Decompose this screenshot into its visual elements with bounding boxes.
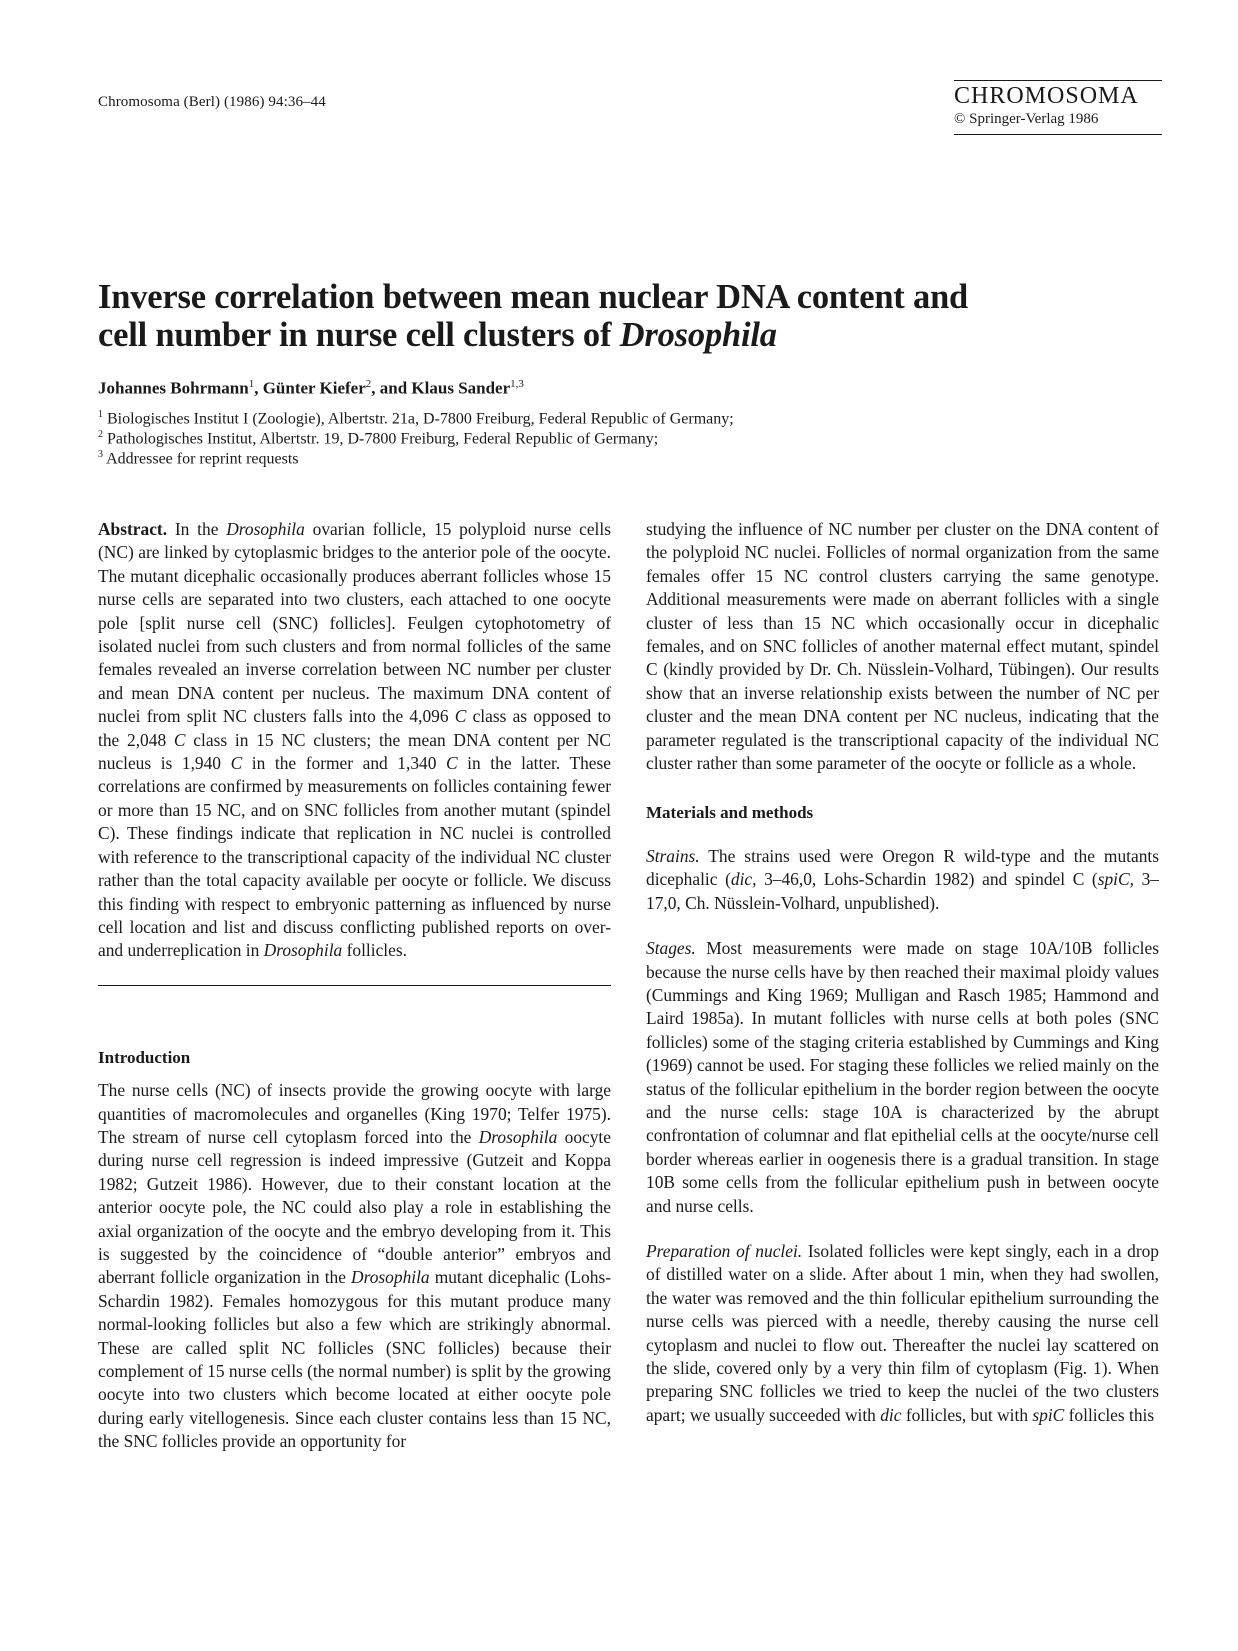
stages-paragraph — [646, 937, 1159, 1218]
preparation-label: Preparation of nuclei. — [646, 1240, 803, 1261]
intro-text-1: The nurse cells (NC) of insects provide the growing oocyte with large quantities of macromolecules and organelles (King 1970; Telfer 1975). The stream of nurse cell cytoplasm forced into the — [98, 1080, 611, 1147]
author-list — [98, 378, 524, 399]
abstract-label: Abstract. — [98, 519, 168, 539]
prep-text-2: follicles, but with — [901, 1404, 1033, 1425]
affiliation-2-num: 2 — [98, 429, 103, 440]
title-line-1: Inverse correlation between mean nuclear DNA content and — [98, 278, 969, 316]
abstract-text-3: class as opposed to the 2,048 — [98, 706, 611, 750]
affiliation-1-num: 1 — [98, 409, 103, 420]
affiliation-2-text: Pathologisches Institut, Albertstr. 19, D-7800 Freiburg, Federal Republic of Germany; — [107, 430, 659, 448]
affiliation-1-text: Biologisches Institut I (Zoologie), Albertstr. 21a, D-7800 Freiburg, Federal Republic of Germany; — [107, 410, 734, 428]
strains-text-1: The strains used were Oregon R wild-type and the mutants dicephalic ( — [646, 845, 1159, 890]
strains-paragraph — [646, 845, 1159, 915]
prep-text-1: Isolated follicles were kept singly, each in a drop of distilled water on a slide. After about 1 min, when they had swollen, the water was removed and the thin follicular epithelium surrounding the nurse cells was pierced with a needle, thereby causing the nurse cell cytoplasm and nuclei to flow out. Thereafter the nuclei lay scattered on the slide, covered only by a very thin film of cytoplasm (Fig. 1). When preparing SNC follicles we tried to keep the nuclei of the two clusters apart; we usually succeeded with — [646, 1240, 1160, 1425]
intro-italic-2: Drosophila — [351, 1267, 430, 1288]
introduction-continued — [646, 518, 1159, 775]
abstract-italic-4: C — [230, 753, 243, 774]
abstract-text-6: in the latter. These correlations are confirmed by measurements on follicles containing fewer or more than 15 NC, and on SNC follicles from another mutant (spindel C). These findings indicate that replication in NC nuclei is controlled with reference to the transcriptional capacity of the individual NC cluster rather than the total capacity available per oocyte or follicle. We discuss this finding with respect to embryonic patterning as influenced by nurse cell location and list and discuss conflicting published reports on over- and underreplication in — [98, 753, 612, 961]
stages-text: Most measurements were made on stage 10A/10B follicles because the nurse cells have by then reached their maximal ploidy values (Cummings and King 1969; Mulligan and Rasch 1985; Hammond and Laird 1985a). In mutant follicles with nurse cells at both poles (SNC follicles) some of the staging criteria established by Cummings and King (1969) cannot be used. For staging these follicles we relied mainly on the status of the follicular epithelium in the border region between the oocyte and the nurse cells: stage 10A is characterized by the abrupt confrontation of columnar and flat epithelial cells at the oocyte/nurse cell border whereas earlier in oogenesis there is a gradual transition. In stage 10B some cells from the follicular epithelium push in between oocyte and nurse cells. — [646, 938, 1159, 1216]
author-3: , and Klaus Sander — [371, 378, 511, 398]
author-1-sup: 1 — [248, 378, 255, 390]
journal-copyright: © Springer-Verlag 1986 — [954, 111, 1099, 127]
abstract-text-4: class in 15 NC clusters; the mean DNA content per NC nucleus is 1,940 — [98, 729, 611, 774]
strains-italic-1: dic, — [730, 869, 757, 890]
abstract-paragraph — [98, 518, 611, 963]
introduction-heading: Introduction — [98, 1047, 191, 1067]
article-title — [98, 278, 1118, 354]
abstract-italic-6: Drosophila — [263, 940, 343, 961]
title-italic: Drosophila — [619, 316, 777, 354]
abstract-text-2: ovarian follicle, 15 polyploid nurse cells (NC) are linked by cytoplasmic bridges to the anterior pole of the oocyte. The mutant dicephalic occasionally produces aberrant follicles whose 15 nurse cells are separated into two clusters, each attached to one oocyte pole [split nurse cell (SNC) follicles]. Feulgen cytophotometry of isolated nuclei from such clusters and from normal follicles of the same females revealed an inverse correlation between NC number per cluster and mean DNA content per nucleus. The maximum DNA content of nuclei from split NC clusters falls into the 4,096 — [98, 519, 611, 727]
intro-italic-1: Drosophila — [478, 1126, 558, 1147]
title-line-2: cell number in nurse cell clusters of — [98, 316, 620, 354]
strains-italic-2: spiC, — [1097, 869, 1134, 890]
author-2: , Günter Kiefer — [254, 378, 366, 398]
abstract-text-1: In the — [167, 519, 227, 539]
abstract-divider — [98, 985, 611, 986]
prep-italic-1: dic — [880, 1404, 902, 1425]
prep-text-3: follicles this — [1064, 1404, 1155, 1425]
intro-text-3: mutant dicephalic (Lohs-Schardin 1982). Females homozygous for this mutant produce many normal-looking follicles but also a few which are strikingly abnormal. These are called split NC follicles (SNC follicles) because their complement of 15 nurse cells (the normal number) is split by the growing oocyte into two clusters which become located at either oocyte pole during early vitellogenesis. Since each cluster contains less than 15 NC, the SNC follicles provide an opportunity for — [98, 1267, 612, 1452]
affiliation-3-text: Addressee for reprint requests — [106, 450, 299, 468]
left-column — [98, 518, 611, 1454]
abstract-italic-5: C — [446, 753, 458, 774]
author-3-sup: 1,3 — [510, 378, 524, 390]
abstract-text-5: in the former and 1,340 — [242, 753, 446, 774]
author-2-sup: 2 — [365, 378, 372, 390]
abstract-text-7: follicles. — [342, 940, 407, 961]
abstract-italic-1: Drosophila — [226, 519, 305, 539]
introduction-paragraph — [98, 1079, 611, 1454]
author-1: Johannes Bohrmann — [98, 378, 249, 398]
citation-line: Chromosoma (Berl) (1986) 94:36–44 — [98, 94, 326, 110]
abstract-italic-3: C — [173, 729, 186, 750]
prep-italic-2: spiC — [1032, 1404, 1065, 1425]
methods-heading: Materials and methods — [646, 803, 814, 823]
right-column — [646, 518, 1159, 1427]
journal-name: CHROMOSOMA — [954, 83, 1139, 109]
strains-text-2: 3–46,0, Lohs-Schardin 1982) and spindel C ( — [756, 869, 1098, 890]
abstract-italic-2: C — [454, 706, 467, 727]
strains-label: Strains. — [646, 845, 700, 866]
strains-text-3: 3–17,0, Ch. Nüsslein-Volhard, unpublished). — [646, 869, 1159, 913]
journal-brand — [954, 80, 1162, 135]
intro-text-2: oocyte during nurse cell regression is indeed impressive (Gutzeit and Koppa 1982; Gutzeit 1986). However, due to their constant location at the anterior oocyte pole, the NC could also play a role in establishing the axial organization of the oocyte and the embryo developing from it. This is suggested by the coincidence of “double anterior” embryos and aberrant follicle organization in the — [98, 1126, 611, 1288]
stages-label: Stages. — [646, 938, 696, 959]
affiliation-3 — [98, 445, 299, 469]
intro-text-3-cont: studying the influence of NC number per cluster on the DNA content of the polyploid NC nuclei. Follicles of normal organization from the same females offer 15 NC control clusters carrying the same genotype. Additional measurements were made on aberrant follicles with a single cluster of less than 15 NC which occasionally occur in dicephalic females, and on SNC follicles of another maternal effect mutant, spindel C (kindly provided by Dr. Ch. Nüsslein-Volhard, Tübingen). Our results show that an inverse relationship exists between the number of NC per cluster and the mean DNA content per NC nucleus, indicating that the parameter regulated is the transcriptional capacity of the individual NC cluster rather than some parameter of the oocyte or follicle as a whole. — [646, 519, 1159, 774]
preparation-paragraph — [646, 1240, 1159, 1427]
affiliation-3-num: 3 — [98, 449, 103, 460]
